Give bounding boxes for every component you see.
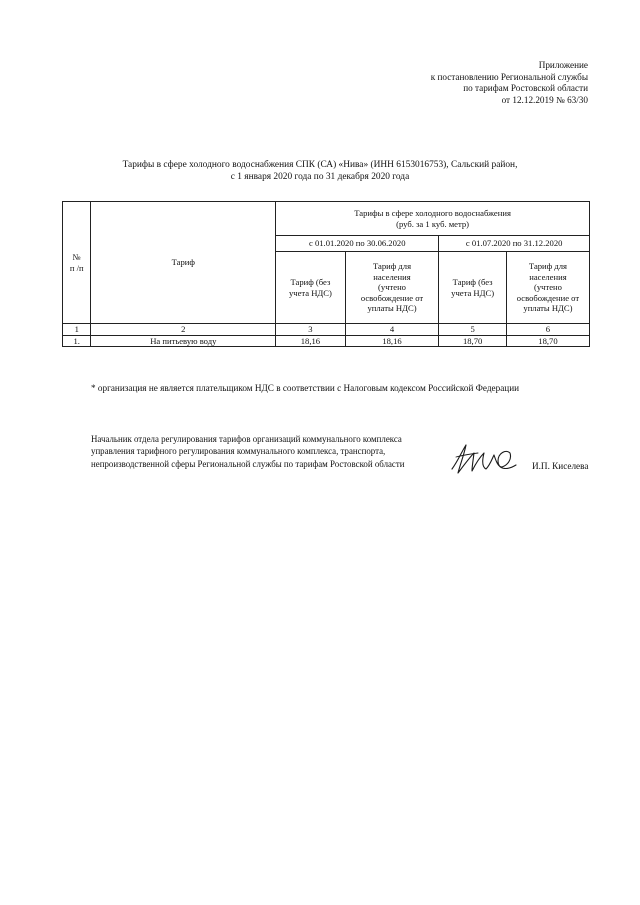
signatory-line-2: управления тарифного регулирования коммунального комплекса, транспорта,	[91, 446, 386, 457]
header-population-1	[345, 252, 439, 324]
header-no-vat-1	[276, 252, 346, 324]
row-value-2: 18,16	[345, 335, 439, 347]
handwritten-signature	[448, 441, 520, 477]
vat-footnote: * организация не является плательщиком НДС в соответствии с Налоговым кодексом Российской Федерации	[91, 383, 520, 393]
title-line-2: с 1 января 2020 года по 31 декабря 2020 года	[230, 172, 410, 183]
index-cell-1: 1	[63, 324, 91, 336]
appendix-line-1: Приложение	[538, 60, 588, 70]
appendix-line-3: по тарифам Ростовской области	[463, 83, 588, 94]
row-number: 1.	[63, 335, 91, 347]
header-number	[63, 202, 91, 324]
header-number-label: № п /п	[69, 251, 84, 273]
header-no-vat-1-label: Тариф (без учета НДС)	[288, 276, 332, 298]
header-population-1-label: Тариф для населения (учтено освобождение от уплаты НДС)	[360, 261, 424, 314]
row-tariff-name: На питьевую воду	[91, 335, 276, 347]
appendix-line-2: к постановлению Региональной службы	[430, 71, 588, 82]
document-title	[90, 159, 550, 184]
appendix-line-4: от 12.12.2019 № 63/30	[501, 94, 588, 105]
signatory-line-1: Начальник отдела регулирования тарифов организаций коммунального комплекса	[91, 434, 402, 444]
signatory-position	[91, 433, 405, 470]
row-value-4: 18,70	[506, 335, 589, 347]
index-cell-3: 3	[276, 324, 346, 336]
appendix-header	[431, 60, 588, 106]
row-value-3: 18,70	[439, 335, 507, 347]
header-period-1: с 01.01.2020 по 30.06.2020	[276, 236, 439, 252]
header-group-label: Тарифы в сфере холодного водоснабжения (руб. за 1 куб. метр)	[354, 207, 511, 229]
table-row	[63, 335, 590, 347]
row-value-1: 18,16	[276, 335, 346, 347]
table-header-row	[63, 202, 590, 236]
header-population-2	[506, 252, 589, 324]
header-group	[276, 202, 590, 236]
index-cell-2: 2	[91, 324, 276, 336]
header-population-2-label: Тариф для населения (учтено освобождение от уплаты НДС)	[516, 261, 580, 314]
index-cell-5: 5	[439, 324, 507, 336]
index-cell-6: 6	[506, 324, 589, 336]
signatory-line-3: непроизводственной сферы Региональной службы по тарифам Ростовской области	[91, 458, 405, 469]
header-period-2: с 01.07.2020 по 31.12.2020	[439, 236, 590, 252]
header-tariff: Тариф	[91, 202, 276, 324]
table-index-row	[63, 324, 590, 336]
header-no-vat-2	[439, 252, 507, 324]
title-line-1: Тарифы в сфере холодного водоснабжения СПК (СА) «Нива» (ИНН 6153016753), Сальский район,	[122, 160, 518, 170]
index-cell-4: 4	[345, 324, 439, 336]
tariff-table	[62, 201, 590, 347]
header-no-vat-2-label: Тариф (без учета НДС)	[451, 276, 495, 298]
signatory-name: И.П. Киселева	[532, 461, 589, 471]
